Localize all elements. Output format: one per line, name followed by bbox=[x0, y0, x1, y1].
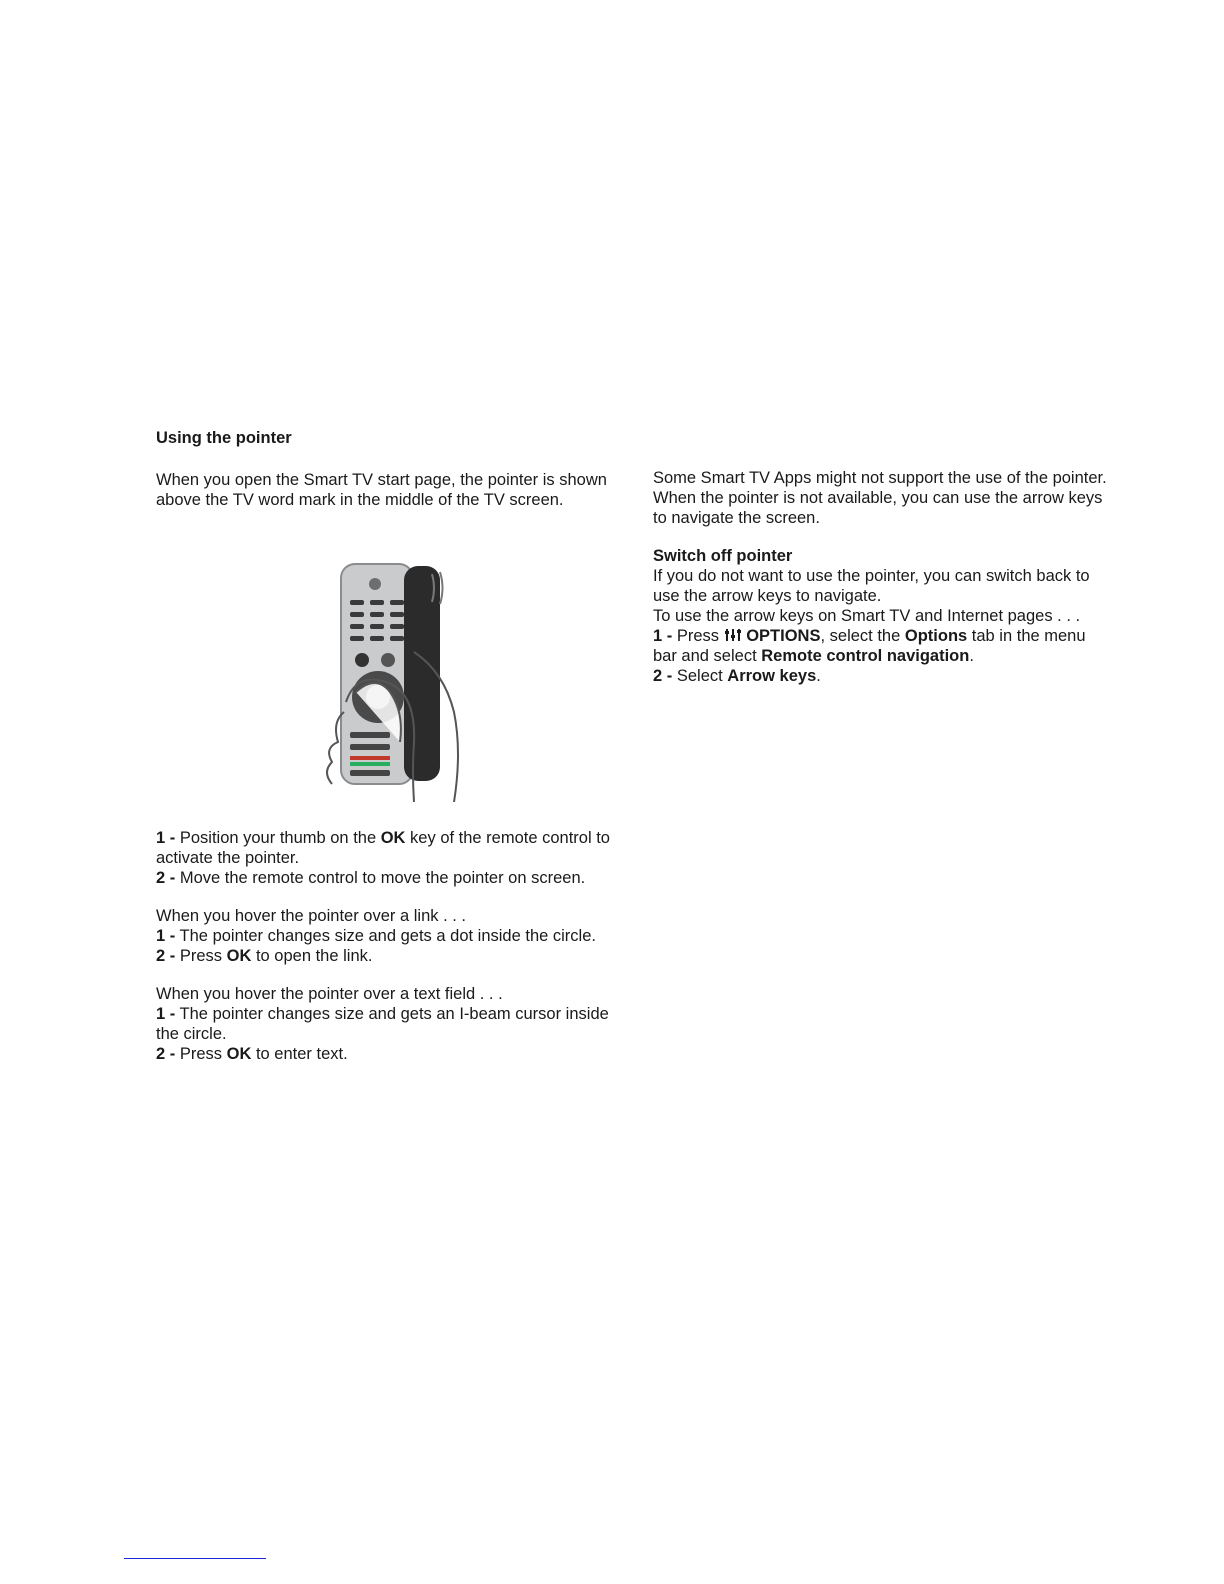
switch-off-text: If you do not want to use the pointer, you can switch back to use the arrow keys to navigate. bbox=[653, 567, 1090, 605]
options-icon bbox=[724, 627, 742, 641]
hover-text-step-2: 2 - Press OK to enter text. bbox=[156, 1045, 348, 1063]
switch-step-1: 1 - Press OPTIONS, select the Options tab in the menu bar and select Remote control navigation. bbox=[653, 627, 1086, 665]
hover-text-step-1: 1 - The pointer changes size and gets an I-beam cursor inside the circle. bbox=[156, 1005, 609, 1043]
apps-note-paragraph: Some Smart TV Apps might not support the use of the pointer. When the pointer is not available, you can use the arrow keys to navigate the screen. bbox=[653, 469, 1107, 527]
step-1-activate: 1 - Position your thumb on the OK key of the remote control to activate the pointer. bbox=[156, 829, 610, 867]
switch-off-heading: Switch off pointer bbox=[653, 547, 793, 565]
right-column bbox=[653, 468, 1113, 686]
hover-text-intro: When you hover the pointer over a text field . . . bbox=[156, 985, 503, 1003]
hover-link-intro: When you hover the pointer over a link . . . bbox=[156, 907, 466, 925]
remote-control-illustration bbox=[156, 562, 616, 802]
intro-paragraph: When you open the Smart TV start page, the pointer is shown above the TV word mark in the middle of the TV screen. bbox=[156, 471, 607, 509]
hover-link-step-1: 1 - The pointer changes size and gets a dot inside the circle. bbox=[156, 927, 596, 945]
hover-link-step-2: 2 - Press OK to open the link. bbox=[156, 947, 373, 965]
footnote-rule bbox=[124, 1558, 266, 1559]
step-2-move: 2 - Move the remote control to move the pointer on screen. bbox=[156, 869, 586, 887]
switch-step-2: 2 - Select Arrow keys. bbox=[653, 667, 821, 685]
remote-control-in-hand-icon bbox=[286, 562, 486, 802]
section-heading: Using the pointer bbox=[156, 429, 292, 447]
left-column bbox=[156, 428, 616, 1064]
arrow-keys-intro: To use the arrow keys on Smart TV and Internet pages . . . bbox=[653, 607, 1081, 625]
